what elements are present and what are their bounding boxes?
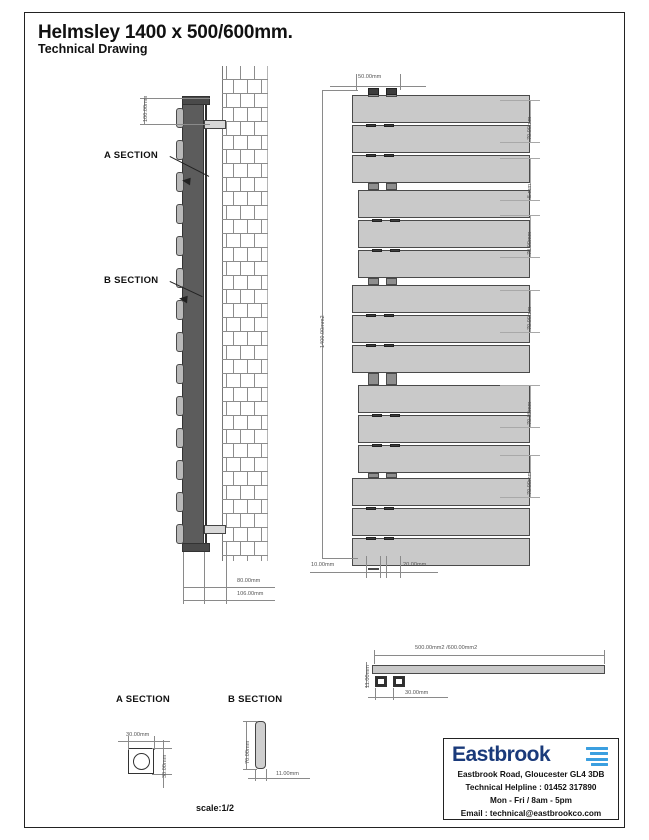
a-section-detail-title: A SECTION — [116, 694, 171, 705]
brick-hatch-cell — [254, 66, 268, 80]
right-dim-text: 70.00mm — [527, 231, 533, 255]
brick-hatch-cell — [233, 556, 247, 561]
panel-connector-mark — [384, 507, 394, 510]
brick-hatch-cell — [240, 346, 254, 360]
brick-hatch-cell — [254, 206, 268, 220]
brick-hatch-cell — [247, 248, 261, 262]
brick-hatch-cell — [254, 94, 268, 108]
brick-hatch-cell — [254, 430, 268, 444]
brick-hatch-cell — [226, 542, 240, 556]
panel-connector-mark — [390, 444, 400, 447]
plan-panel-body — [372, 665, 605, 674]
brick-hatch-cell — [226, 178, 240, 192]
b-section-detail-title: B SECTION — [228, 694, 283, 705]
radiator-riser-tube — [386, 183, 397, 190]
panel-connector-mark — [390, 414, 400, 417]
side-width-106-dimline — [183, 600, 275, 601]
front-height-ext-top — [322, 90, 358, 91]
wall-hatching — [222, 66, 268, 561]
front-top-dim-line — [330, 86, 426, 87]
brick-hatch-cell — [226, 458, 240, 472]
side-bottom-plate — [182, 543, 210, 552]
right-dim-ext-line — [500, 215, 540, 216]
brick-hatch-cell — [222, 192, 233, 206]
radiator-panel — [358, 445, 530, 473]
brick-hatch-cell — [222, 276, 233, 290]
brick-hatch-cell — [261, 388, 268, 402]
side-body-backline — [205, 96, 207, 552]
brick-hatch-cell — [226, 66, 240, 80]
plan-valve-left-bore — [378, 679, 384, 684]
brick-hatch-cell — [240, 290, 254, 304]
side-height-dim-bottom-line — [140, 124, 210, 125]
brick-hatch-cell — [254, 318, 268, 332]
brick-hatch-cell — [222, 556, 233, 561]
brick-hatch-cell — [233, 276, 247, 290]
brick-hatch-cell — [261, 192, 268, 206]
right-dim-ext-line — [500, 100, 540, 101]
right-dim-ext-line — [500, 332, 540, 333]
radiator-panel — [358, 385, 530, 413]
brick-hatch-cell — [247, 556, 261, 561]
brick-hatch-cell — [254, 122, 268, 136]
brick-hatch-cell — [261, 80, 268, 94]
front-valve-left — [368, 88, 379, 95]
side-width-ext-right — [226, 552, 227, 604]
page-subtitle: Technical Drawing — [38, 42, 148, 56]
brick-hatch-cell — [226, 290, 240, 304]
side-fin — [176, 236, 184, 256]
scale-label: scale:1/2 — [196, 803, 235, 813]
brick-hatch-cell — [226, 94, 240, 108]
plan-width-ext-right — [604, 650, 605, 664]
brick-hatch-cell — [254, 374, 268, 388]
brick-hatch-cell — [222, 360, 233, 374]
side-fin — [176, 140, 184, 160]
brick-hatch-cell — [247, 276, 261, 290]
right-dim-ext-line — [500, 455, 540, 456]
side-height-dim-text: 100.00mm — [143, 95, 149, 122]
front-valve-right — [386, 88, 397, 95]
front-bottom-dim-10-text: 10.00mm — [311, 562, 335, 568]
front-top-dim-ext-left — [356, 74, 357, 90]
brick-hatch-cell — [233, 304, 247, 318]
panel-connector-mark — [366, 507, 376, 510]
brick-hatch-cell — [222, 332, 233, 346]
brick-hatch-cell — [222, 472, 233, 486]
a-section-callout-label: A SECTION — [104, 150, 159, 161]
radiator-panel — [352, 508, 530, 536]
brick-hatch-cell — [247, 192, 261, 206]
right-dim-ext-line — [500, 158, 540, 159]
brick-hatch-cell — [233, 108, 247, 122]
panel-connector-mark — [372, 444, 382, 447]
side-fin — [176, 524, 184, 544]
brand-email: Email : technical@eastbrookco.com — [460, 809, 602, 818]
front-bottom-ext-c — [386, 556, 387, 578]
right-dim-text: 70.00mm — [527, 471, 533, 495]
side-width-80-text: 80.00mm — [237, 578, 261, 584]
plan-width-dimline — [374, 655, 604, 656]
brick-hatch-cell — [233, 472, 247, 486]
side-fin — [176, 332, 184, 352]
brick-hatch-cell — [254, 290, 268, 304]
brick-hatch-cell — [254, 542, 268, 556]
brick-hatch-cell — [247, 164, 261, 178]
brick-hatch-cell — [247, 416, 261, 430]
brick-hatch-cell — [233, 136, 247, 150]
brick-hatch-cell — [254, 486, 268, 500]
brick-hatch-cell — [233, 360, 247, 374]
brick-hatch-cell — [261, 136, 268, 150]
brick-hatch-cell — [226, 430, 240, 444]
panel-connector-mark — [372, 414, 382, 417]
brick-hatch-cell — [233, 444, 247, 458]
brick-hatch-cell — [261, 472, 268, 486]
brick-hatch-cell — [233, 192, 247, 206]
radiator-bottom-stub — [368, 568, 379, 570]
brick-hatch-cell — [240, 458, 254, 472]
front-bottom-ext-b — [380, 556, 381, 578]
brick-hatch-cell — [240, 262, 254, 276]
radiator-panel — [352, 155, 530, 183]
brick-hatch-cell — [254, 458, 268, 472]
brick-hatch-cell — [261, 164, 268, 178]
brick-hatch-cell — [240, 486, 254, 500]
brick-hatch-cell — [222, 136, 233, 150]
radiator-panel — [352, 345, 530, 373]
brick-hatch-cell — [222, 80, 233, 94]
brick-hatch-cell — [261, 220, 268, 234]
brick-hatch-cell — [240, 402, 254, 416]
brick-hatch-cell — [254, 262, 268, 276]
radiator-riser-tube — [386, 373, 397, 385]
brick-hatch-cell — [247, 80, 261, 94]
brick-hatch-cell — [254, 402, 268, 416]
panel-connector-mark — [384, 124, 394, 127]
brick-hatch-cell — [226, 402, 240, 416]
right-dim-ext-line — [500, 200, 540, 201]
plan-valve-right-bore — [396, 679, 402, 684]
brick-hatch-cell — [233, 500, 247, 514]
right-dim-ext-line — [500, 257, 540, 258]
brick-hatch-cell — [233, 164, 247, 178]
brick-hatch-cell — [222, 304, 233, 318]
plan-spacing-dimline — [368, 697, 448, 698]
plan-width-dim-text: 500.00mm2 /600.00mm2 — [415, 645, 478, 651]
side-fin — [176, 460, 184, 480]
brick-hatch-cell — [240, 94, 254, 108]
brick-hatch-cell — [226, 206, 240, 220]
panel-connector-mark — [384, 537, 394, 540]
brick-hatch-cell — [254, 178, 268, 192]
brick-hatch-cell — [247, 304, 261, 318]
brick-hatch-cell — [247, 220, 261, 234]
sheet-border — [24, 12, 625, 828]
brick-hatch-cell — [240, 542, 254, 556]
side-fin — [176, 364, 184, 384]
brand-helpline: Technical Helpline : 01452 317890 — [465, 783, 597, 792]
front-bottom-dim-20-text: 20.00mm — [403, 562, 427, 568]
brick-hatch-cell — [240, 514, 254, 528]
a-section-width-ext-l — [128, 736, 129, 750]
brick-hatch-cell — [240, 206, 254, 220]
brick-hatch-cell — [226, 150, 240, 164]
right-dim-ext-line — [500, 142, 540, 143]
brick-hatch-cell — [247, 528, 261, 542]
b-section-width-ext-l — [255, 769, 256, 781]
brick-hatch-cell — [240, 318, 254, 332]
brick-hatch-cell — [261, 556, 268, 561]
front-top-dim-ext-right — [400, 74, 401, 90]
front-bottom-ext-d — [400, 556, 401, 578]
right-dim-ext-line — [500, 427, 540, 428]
radiator-panel — [358, 190, 530, 218]
radiator-panel — [358, 415, 530, 443]
brick-hatch-cell — [222, 388, 233, 402]
brick-hatch-cell — [222, 248, 233, 262]
side-fin — [176, 396, 184, 416]
brick-hatch-cell — [226, 262, 240, 276]
brick-hatch-cell — [240, 178, 254, 192]
b-section-width-ext-r — [266, 769, 267, 781]
radiator-riser-tube — [368, 473, 379, 478]
side-width-80-dimline — [183, 587, 275, 588]
right-dim-text: 70.00mm — [527, 116, 533, 140]
brick-hatch-cell — [226, 318, 240, 332]
panel-connector-mark — [366, 344, 376, 347]
panel-connector-mark — [366, 537, 376, 540]
b-section-height-text: 70.00mm — [245, 740, 251, 764]
a-section-height-text: 30.00mm — [162, 754, 168, 778]
radiator-riser-tube — [386, 473, 397, 478]
brick-hatch-cell — [254, 346, 268, 360]
radiator-panel — [358, 250, 530, 278]
radiator-riser-tube — [386, 278, 397, 285]
side-height-dim-top-line — [140, 98, 210, 99]
front-bottom-dimline — [310, 572, 438, 573]
a-section-width-text: 30.00mm — [126, 732, 150, 738]
brick-hatch-cell — [261, 304, 268, 318]
panel-connector-mark — [384, 344, 394, 347]
side-fin — [176, 204, 184, 224]
front-top-dim-text: 50.00mm — [358, 74, 382, 80]
radiator-panel — [352, 478, 530, 506]
brand-wordmark: Eastbrook — [452, 743, 551, 766]
radiator-panel — [352, 125, 530, 153]
brick-hatch-cell — [233, 248, 247, 262]
brick-hatch-cell — [247, 444, 261, 458]
brand-address: Eastbrook Road, Gloucester GL4 3DB — [457, 770, 605, 779]
brick-hatch-cell — [254, 150, 268, 164]
a-section-height-ext-t — [152, 748, 172, 749]
page-title: Helmsley 1400 x 500/600mm. — [38, 22, 293, 43]
radiator-riser-tube — [368, 278, 379, 285]
front-height-ext-bottom — [322, 558, 358, 559]
eastbrook-logo-icon — [586, 747, 608, 765]
brick-hatch-cell — [247, 332, 261, 346]
brick-hatch-cell — [247, 136, 261, 150]
side-fin — [176, 492, 184, 512]
brick-hatch-cell — [240, 150, 254, 164]
a-section-circle-bore — [133, 753, 150, 770]
brick-hatch-cell — [261, 444, 268, 458]
brick-hatch-cell — [222, 500, 233, 514]
brick-hatch-cell — [261, 500, 268, 514]
brick-hatch-cell — [222, 220, 233, 234]
side-fin — [176, 428, 184, 448]
plan-depth-dim-text: 11.00mm — [365, 665, 371, 688]
panel-connector-mark — [366, 154, 376, 157]
brick-hatch-cell — [240, 122, 254, 136]
brick-hatch-cell — [226, 514, 240, 528]
side-width-ext-left — [183, 552, 184, 604]
brick-hatch-cell — [233, 416, 247, 430]
right-dim-text: 5 mm — [527, 184, 533, 198]
panel-connector-mark — [390, 219, 400, 222]
right-dim-ext-line — [500, 385, 540, 386]
brick-hatch-cell — [240, 66, 254, 80]
b-section-width-text: 11.00mm — [276, 771, 299, 777]
brick-hatch-cell — [261, 528, 268, 542]
brick-hatch-cell — [247, 472, 261, 486]
brick-hatch-cell — [240, 374, 254, 388]
right-dim-ext-line — [500, 497, 540, 498]
brick-hatch-cell — [247, 500, 261, 514]
brick-hatch-cell — [233, 528, 247, 542]
brick-hatch-cell — [226, 486, 240, 500]
brick-hatch-cell — [261, 416, 268, 430]
brick-hatch-cell — [233, 80, 247, 94]
brick-hatch-cell — [261, 360, 268, 374]
brick-hatch-cell — [226, 234, 240, 248]
brick-hatch-cell — [240, 430, 254, 444]
right-dim-ext-line — [500, 290, 540, 291]
panel-connector-mark — [384, 154, 394, 157]
plan-spacing-ext-b — [393, 688, 394, 700]
side-width-ext-mid — [204, 552, 205, 604]
brick-hatch-cell — [247, 360, 261, 374]
brick-hatch-cell — [254, 514, 268, 528]
panel-connector-mark — [372, 249, 382, 252]
panel-connector-mark — [366, 124, 376, 127]
brick-hatch-cell — [222, 444, 233, 458]
brick-hatch-cell — [240, 234, 254, 248]
brick-hatch-cell — [233, 388, 247, 402]
side-bracket-stub — [204, 525, 226, 534]
plan-spacing-ext-a — [375, 688, 376, 700]
plan-spacing-dim-text: 30.00mm — [405, 690, 429, 696]
brick-hatch-cell — [247, 388, 261, 402]
brick-hatch-cell — [261, 108, 268, 122]
brick-hatch-cell — [261, 332, 268, 346]
radiator-panel — [358, 220, 530, 248]
brick-hatch-cell — [222, 164, 233, 178]
b-section-width-dimline — [248, 778, 310, 779]
brick-hatch-cell — [261, 248, 268, 262]
brick-hatch-cell — [226, 122, 240, 136]
radiator-panel — [352, 315, 530, 343]
brick-hatch-cell — [233, 220, 247, 234]
brick-hatch-cell — [226, 374, 240, 388]
brand-hours: Mon - Fri / 8am - 5pm — [490, 796, 572, 805]
panel-connector-mark — [372, 219, 382, 222]
front-bottom-ext-a — [366, 556, 367, 578]
radiator-panel — [352, 538, 530, 566]
front-height-dim-text: 1400.00mm2 — [320, 315, 326, 348]
b-section-oval-profile — [255, 721, 266, 769]
radiator-riser-tube — [368, 373, 379, 385]
brick-hatch-cell — [254, 234, 268, 248]
right-dim-text: 70.00mm — [527, 306, 533, 330]
brick-hatch-cell — [233, 332, 247, 346]
plan-width-ext-left — [374, 650, 375, 664]
brick-hatch-cell — [261, 276, 268, 290]
brand-info-block — [443, 738, 619, 820]
brick-hatch-cell — [222, 416, 233, 430]
side-fin — [176, 108, 184, 128]
brick-hatch-cell — [226, 346, 240, 360]
b-section-callout-label: B SECTION — [104, 275, 159, 286]
brick-hatch-cell — [247, 108, 261, 122]
radiator-riser-tube — [368, 183, 379, 190]
b-section-height-ext-t — [243, 721, 257, 722]
panel-connector-mark — [384, 314, 394, 317]
panel-connector-mark — [390, 249, 400, 252]
side-width-106-text: 106.00mm — [237, 591, 264, 597]
panel-connector-mark — [366, 314, 376, 317]
right-dim-text: 70.00mm — [527, 401, 533, 425]
